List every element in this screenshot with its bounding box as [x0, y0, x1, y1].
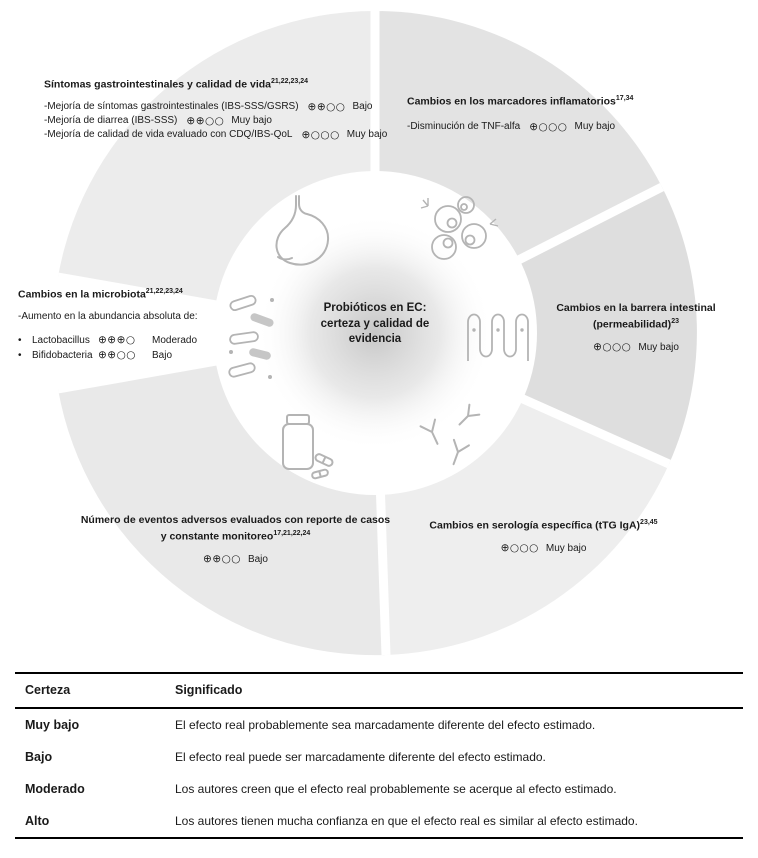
reference-superscript: 17,34 — [615, 95, 634, 102]
table-header-certeza: Certeza — [25, 683, 71, 697]
segment-barrera-intestinal — [556, 302, 716, 353]
segment-microbiota — [18, 285, 238, 363]
certainty-cell: Muy bajo — [25, 718, 80, 732]
grade-symbols: ⊕⊕⊕○ — [98, 333, 136, 346]
center-line: certeza y calidad de — [320, 317, 430, 330]
evidence-row — [396, 542, 691, 554]
reference-superscript: 17,21,22,24 — [273, 530, 311, 537]
organism-name: Bifidobacteria — [32, 349, 93, 361]
segment-title: Cambios en la barrera intestinal (permeabilidad)$^{23}$ — [556, 302, 716, 331]
certainty-label: Moderado — [152, 334, 198, 346]
segment-title: Número de eventos adversos evaluados con reporte de casos y constante monitoreo$^{17,21,22,24}$ — [80, 514, 391, 543]
table-row — [15, 805, 743, 837]
grade-symbols: ⊕⊕○○ — [203, 552, 241, 565]
reference-superscript: 23,45 — [640, 519, 658, 526]
evidence-row: -Mejoría de síntomas gastrointestinales (IBS-SSS/GSRS) ⊕⊕○○ Bajo — [44, 100, 373, 113]
certainty-label: Muy bajo — [638, 341, 679, 353]
evidence-row: -Disminución de TNF-alfa ⊕○○○ Muy bajo — [407, 120, 616, 133]
meaning-cell: El efecto real probablemente sea marcadamente diferente del efecto estimado. — [175, 718, 596, 732]
grade-symbols: ⊕⊕○○ — [186, 114, 225, 127]
segment-title: Síntomas gastrointestinales y calidad de vida$^{21,22,23,24}$ — [44, 78, 308, 91]
certainty-label: Bajo — [352, 100, 373, 112]
grade-symbols: ⊕○○○ — [301, 128, 340, 141]
bullet: • — [18, 334, 22, 346]
evidence-row — [78, 553, 393, 565]
segment-marcadores-inflamatorios — [407, 92, 737, 134]
reference-superscript: 21,22,23,24 — [271, 78, 308, 85]
reference-superscript: 21,22,23,24 — [145, 288, 183, 295]
meaning-cell: Los autores tienen mucha confianza en que el efecto real es similar al efecto estimado. — [175, 814, 638, 828]
certainty-label: Bajo — [247, 553, 268, 565]
grade-symbols: ⊕○○○ — [593, 340, 632, 353]
certainty-cell: Bajo — [25, 750, 53, 764]
segment-eventos-adversos — [78, 514, 393, 565]
certainty-label: Muy bajo — [231, 114, 272, 126]
table-row — [15, 741, 743, 773]
meaning-cell: Los autores creen que el efecto real probablemente se acerque al efecto estimado. — [175, 782, 617, 796]
evidence-row — [556, 341, 716, 353]
grade-symbols: ⊕⊕○○ — [98, 348, 136, 361]
segment-title: Cambios en serología específica (tTG IgA)$^{23,45}$ — [429, 519, 658, 532]
table-row — [15, 709, 743, 741]
microbiota-item — [18, 333, 238, 348]
table-header-row — [15, 674, 743, 709]
certainty-table — [15, 672, 743, 839]
center-line: Probióticos en EC: — [323, 302, 427, 314]
segment-subtitle: -Aumento en la abundancia absoluta de: — [18, 310, 198, 322]
grade-symbols: ⊕○○○ — [529, 120, 568, 133]
reference-superscript: 23 — [671, 318, 679, 325]
bullet: • — [18, 349, 22, 361]
segment-title: Cambios en los marcadores inflamatorios$^{17,34}$ — [407, 95, 634, 108]
certainty-label: Muy bajo — [574, 120, 616, 132]
center-line: evidencia — [348, 333, 402, 345]
evidence-row: -Mejoría de diarrea (IBS-SSS) ⊕⊕○○ Muy bajo — [44, 114, 272, 127]
grade-symbols: ⊕○○○ — [500, 541, 539, 554]
table-row — [15, 773, 743, 805]
segment-title: Cambios en la microbiota$^{21,22,23,24}$ — [18, 288, 183, 301]
meaning-cell: El efecto real puede ser marcadamente diferente del efecto estimado. — [175, 750, 546, 764]
certainty-cell: Alto — [25, 814, 50, 828]
certainty-label: Muy bajo — [346, 128, 388, 140]
microbiota-item — [18, 348, 238, 363]
grade-symbols: ⊕⊕○○ — [307, 100, 346, 113]
table-header-significado: Significado — [175, 683, 243, 697]
certainty-cell: Moderado — [25, 782, 85, 796]
segment-serologia — [396, 516, 691, 554]
certainty-label: Bajo — [152, 349, 173, 361]
organism-name: Lactobacillus — [32, 334, 90, 346]
certainty-label: Muy bajo — [545, 542, 587, 554]
center-label — [297, 301, 453, 348]
evidence-row: -Mejoría de calidad de vida evaluado con CDQ/IBS-QoL ⊕○○○ Muy bajo — [44, 128, 388, 141]
